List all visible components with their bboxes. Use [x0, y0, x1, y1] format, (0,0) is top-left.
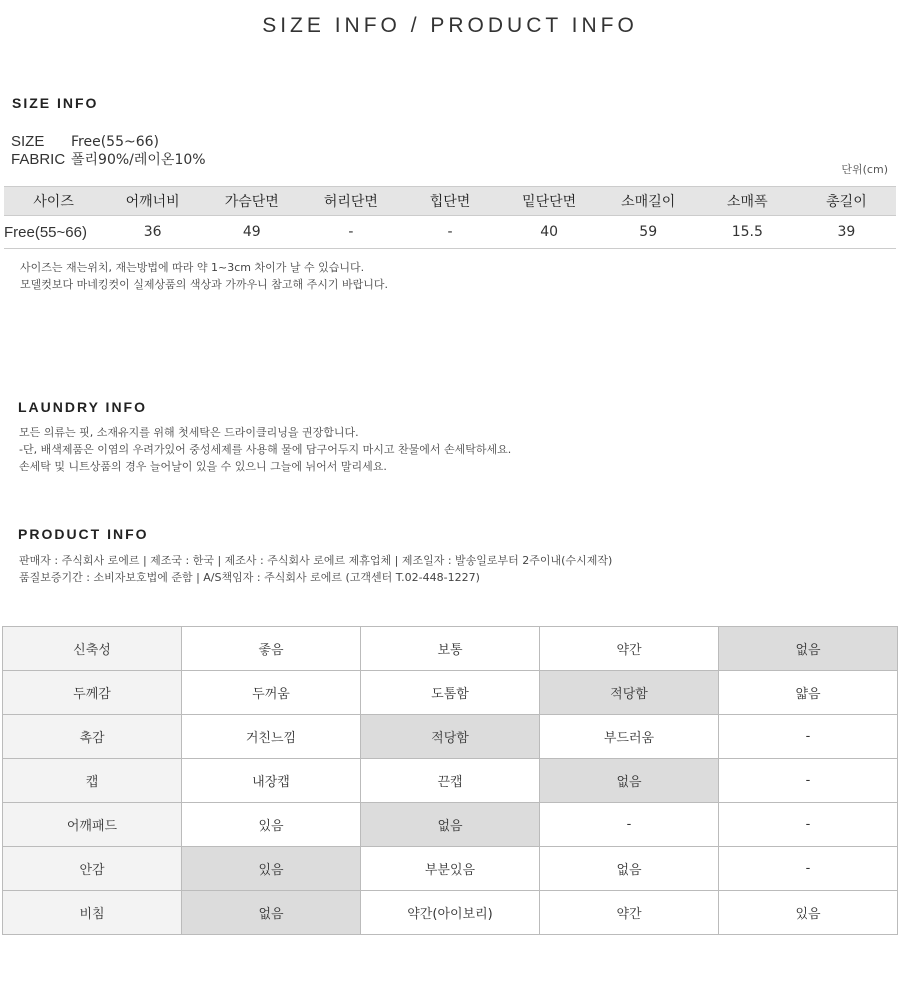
- laundry-line: -단, 배색제품은 이염의 우려가있어 중성세제를 사용해 물에 담구어두지 마시고 찬물에서 손세탁하세요.: [19, 443, 512, 456]
- property-option-selected: 없음: [719, 627, 898, 671]
- property-row: [3, 671, 898, 715]
- property-row: [3, 715, 898, 759]
- property-label: 촉감: [3, 715, 182, 759]
- table-cell: 49: [202, 216, 301, 249]
- property-option: -: [719, 803, 898, 847]
- size-info-heading: SIZE INFO: [12, 95, 99, 111]
- property-option: 좋음: [182, 627, 361, 671]
- property-option: 끈캡: [361, 759, 540, 803]
- property-option: -: [719, 847, 898, 891]
- page-title: SIZE INFO / PRODUCT INFO: [262, 14, 638, 37]
- property-label: 어깨패드: [3, 803, 182, 847]
- property-option-selected: 적당함: [540, 671, 719, 715]
- property-option: 거친느낌: [182, 715, 361, 759]
- property-option: 약간: [540, 891, 719, 935]
- property-option: 있음: [719, 891, 898, 935]
- table-cell: 39: [797, 216, 896, 249]
- property-option-selected: 없음: [182, 891, 361, 935]
- property-option-selected: 없음: [361, 803, 540, 847]
- size-table: [4, 186, 896, 249]
- table-row: [4, 216, 896, 249]
- fabric-row: [11, 149, 206, 169]
- property-option: -: [719, 759, 898, 803]
- table-cell: 36: [103, 216, 202, 249]
- property-row: [3, 759, 898, 803]
- property-label: 비침: [3, 891, 182, 935]
- size-table-header: 힙단면: [400, 187, 499, 216]
- property-option: 없음: [540, 847, 719, 891]
- property-row: [3, 803, 898, 847]
- property-row: [3, 891, 898, 935]
- fabric-value: 폴리90%/레이온10%: [71, 152, 206, 168]
- size-notes: [20, 259, 388, 293]
- property-row: [3, 627, 898, 671]
- laundry-line: 모든 의류는 핏, 소재유지를 위해 첫세탁은 드라이클리닝을 권장합니다.: [19, 426, 359, 439]
- table-cell: Free(55~66): [4, 216, 103, 249]
- property-option: 약간: [540, 627, 719, 671]
- size-value: Free(55~66): [71, 134, 159, 150]
- property-option: 보통: [361, 627, 540, 671]
- product-info-line: 판매자 : 주식회사 로에르 | 제조국 : 한국 | 제조사 : 주식회사 로에르 제휴업체 | 제조일자 : 발송일로부터 2주이내(수시제작): [19, 554, 613, 567]
- property-option: 부분있음: [361, 847, 540, 891]
- table-cell: 59: [599, 216, 698, 249]
- table-cell: 15.5: [698, 216, 797, 249]
- size-table-header: 밑단단면: [500, 187, 599, 216]
- property-option: -: [719, 715, 898, 759]
- product-info-line: 품질보증기간 : 소비자보호법에 준함 | A/S책임자 : 주식회사 로에르 (고객센터 T.02-448-1227): [19, 571, 480, 584]
- table-cell: -: [400, 216, 499, 249]
- size-table-header: 사이즈: [4, 187, 103, 216]
- fabric-properties-table: [2, 626, 898, 935]
- size-table-header: 소매폭: [698, 187, 797, 216]
- property-option: 있음: [182, 803, 361, 847]
- product-info-heading: PRODUCT INFO: [18, 526, 149, 542]
- size-table-header-row: [4, 187, 896, 216]
- property-option: 두꺼움: [182, 671, 361, 715]
- table-cell: -: [301, 216, 400, 249]
- property-option: 얇음: [719, 671, 898, 715]
- property-label: 신축성: [3, 627, 182, 671]
- property-option-selected: 없음: [540, 759, 719, 803]
- unit-label: 단위(cm): [841, 163, 888, 176]
- size-table-header: 어깨너비: [103, 187, 202, 216]
- size-table-header: 허리단면: [301, 187, 400, 216]
- property-option: 부드러움: [540, 715, 719, 759]
- size-row: [11, 133, 159, 150]
- size-table-header: 가슴단면: [202, 187, 301, 216]
- table-cell: 40: [500, 216, 599, 249]
- laundry-line: 손세탁 및 니트상품의 경우 늘어날이 있을 수 있으니 그늘에 뉘어서 말리세요.: [19, 460, 387, 473]
- fabric-label: FABRIC: [11, 151, 66, 168]
- laundry-notes: [19, 424, 511, 475]
- property-option: 도톰함: [361, 671, 540, 715]
- property-option: 약간(아이보리): [361, 891, 540, 935]
- property-label: 두께감: [3, 671, 182, 715]
- property-option-selected: 있음: [182, 847, 361, 891]
- property-option-selected: 적당함: [361, 715, 540, 759]
- property-label: 캡: [3, 759, 182, 803]
- property-option: 내장캡: [182, 759, 361, 803]
- product-info-text: [19, 552, 612, 586]
- size-label: SIZE: [11, 133, 45, 150]
- property-option: -: [540, 803, 719, 847]
- property-row: [3, 847, 898, 891]
- size-table-header: 총길이: [797, 187, 896, 216]
- size-table-header: 소매길이: [599, 187, 698, 216]
- size-note-line: 사이즈는 재는위치, 재는방법에 따라 약 1~3cm 차이가 날 수 있습니다.: [20, 261, 365, 274]
- laundry-info-heading: LAUNDRY INFO: [18, 399, 147, 415]
- size-note-line: 모델컷보다 마네킹컷이 실제상품의 색상과 가까우니 참고해 주시기 바랍니다.: [20, 278, 389, 291]
- property-label: 안감: [3, 847, 182, 891]
